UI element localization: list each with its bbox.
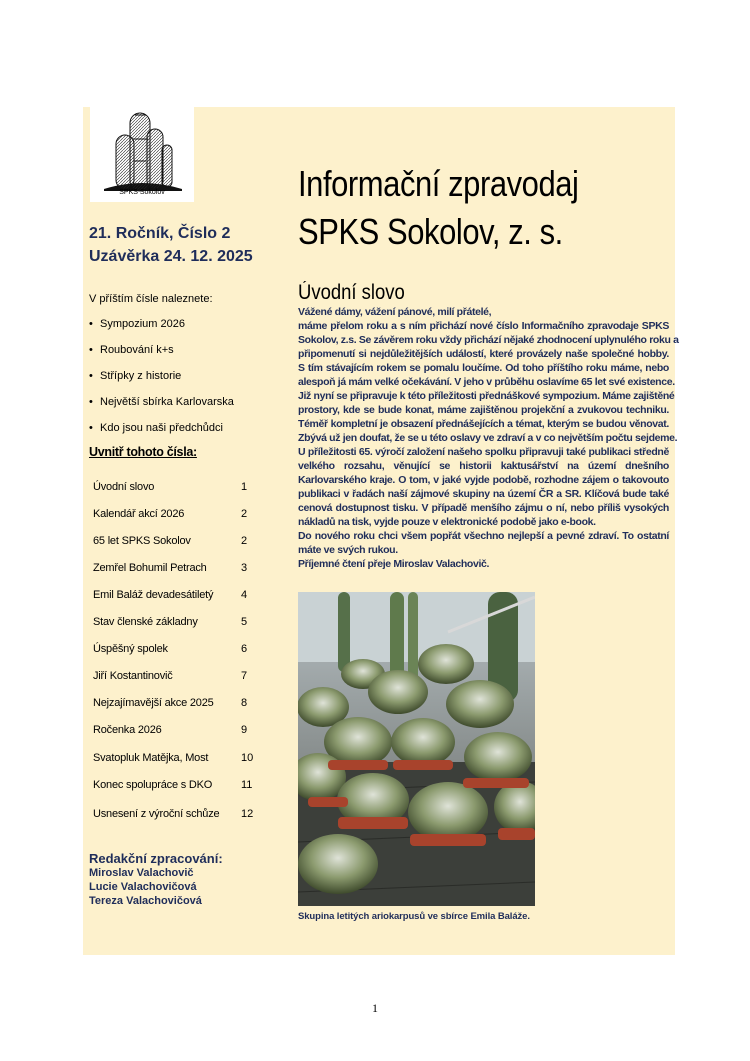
next-issue-item: • Sympozium 2026: [89, 318, 185, 330]
page-number: 1: [372, 1001, 378, 1015]
toc-row[interactable]: Úvodní slovo 1: [93, 481, 248, 493]
article-line: prostory, kde se bude konat, máme zajištěnou projekční a zvukovou techniku.: [298, 404, 669, 416]
editor-name: Lucie Valachovičová: [89, 881, 197, 893]
article-line: cenová dostupnost tisku. V případě menšího zájmu o ní, nebo příliš vysokých: [298, 502, 669, 514]
toc-row[interactable]: Úspěšný spolek 6: [93, 643, 248, 655]
logo-caption: SPKS Sokolov: [119, 189, 165, 196]
newsletter-title-line-1: Informační zpravodaj: [298, 163, 579, 204]
editor-name: Tereza Valachovičová: [89, 895, 202, 907]
article-line: U příležitosti 65. výročí založení našeho spolku připravuji také publikaci středně: [298, 446, 669, 458]
article-line: S tím stávajícím rokem se pomalu loučíme. Od toho příštího roku máme, nebo: [298, 362, 669, 374]
toc-row[interactable]: Zemřel Bohumil Petrach 3: [93, 562, 248, 574]
cactus-logo-icon: [90, 105, 194, 202]
toc-row[interactable]: Usnesení z výroční schůze 12: [93, 808, 254, 820]
club-logo: [90, 105, 194, 202]
editor-name: Miroslav Valachovič: [89, 867, 194, 879]
article-line: máme přelom roku a s ním přichází nové číslo Informačního zpravodaje SPKS: [298, 320, 669, 332]
next-issue-item: • Střípky z historie: [89, 370, 182, 382]
article-line: Příjemné čtení přeje Miroslav Valachovič.: [298, 558, 490, 570]
contents-heading: Uvnitř tohoto čísla:: [89, 445, 197, 459]
article-line: Již nyní se připravuje k této příležitosti přednáškové sympozium. Máme zajištěné: [298, 390, 675, 402]
article-heading: Úvodní slovo: [298, 281, 405, 304]
article-line: máte ve svých rukou.: [298, 544, 398, 556]
next-issue-item: • Roubování k+s: [89, 344, 174, 356]
toc-row[interactable]: Ročenka 2026 9: [93, 724, 248, 736]
toc-row[interactable]: Stav členské základny 5: [93, 616, 248, 628]
article-line: alespoň já mám velké očekávání. V jeho v průběhu oslavíme 65 let své existence.: [298, 376, 675, 388]
article-line: Do nového roku chci všem popřát všechno nejlepší a pevné zdraví. To ostatní: [298, 530, 669, 542]
issue-volume: 21. Ročník, Číslo 2: [89, 225, 231, 242]
toc-row[interactable]: Nejzajímavější akce 2025 8: [93, 697, 248, 709]
article-line: připomenutí si nejdůležitějších událostí, které provázely naše společné hobby.: [298, 348, 669, 360]
cactus-photo-illustration: [298, 592, 535, 906]
toc-row[interactable]: Jiří Kostantinovič 7: [93, 670, 248, 682]
next-issue-item: • Kdo jsou naši předchůdci: [89, 422, 223, 434]
toc-row[interactable]: Emil Baláž devadesátiletý 4: [93, 589, 248, 601]
newsletter-title-line-2: SPKS Sokolov, z. s.: [298, 211, 563, 252]
toc-row[interactable]: Konec spolupráce s DKO 11: [93, 779, 253, 791]
toc-row[interactable]: Kalendář akcí 2026 2: [93, 508, 248, 520]
toc-row[interactable]: 65 let SPKS Sokolov 2: [93, 535, 248, 547]
article-line: publikaci v řadách naší zájmové skupiny na území ČR a SR. Klíčová bude také: [298, 488, 669, 500]
article-line: Téměř kompletní je obsazení přednášejících a témat, kterým se budou věnovat.: [298, 418, 669, 430]
article-line: velkého rozsahu, věnující se historii kaktusářství na území dnešního: [298, 460, 669, 472]
article-line: Vážené dámy, vážení pánové, milí přátelé,: [298, 306, 492, 318]
article-line: Karlovarského kraje. O tom, v jaké vyjde podobě, rozhodne zájem o takovouto: [298, 474, 669, 486]
next-issue-heading: V příštím čísle naleznete:: [89, 293, 213, 305]
photo-caption: Skupina letitých ariokarpusů ve sbírce Emila Baláže.: [298, 911, 530, 922]
article-line: Sokolov, z.s. Se závěrem roku vždy přichází nějaké zhodnocení uplynulého roku a: [298, 334, 679, 346]
next-issue-item: • Největší sbírka Karlovarska: [89, 396, 234, 408]
cactus-collection-photo: [298, 592, 535, 906]
editorial-heading: Redakční zpracování:: [89, 851, 223, 866]
issue-deadline: Uzávěrka 24. 12. 2025: [89, 248, 253, 265]
toc-row[interactable]: Svatopluk Matějka, Most 10: [93, 752, 254, 764]
article-line: Zbývá už jen doufat, že se u této oslavy ve zdraví a v co největším počtu sejdeme.: [298, 432, 678, 444]
article-line: nákladů na tisk, vyjde pouze v elektronické podobě jako e-book.: [298, 516, 596, 528]
